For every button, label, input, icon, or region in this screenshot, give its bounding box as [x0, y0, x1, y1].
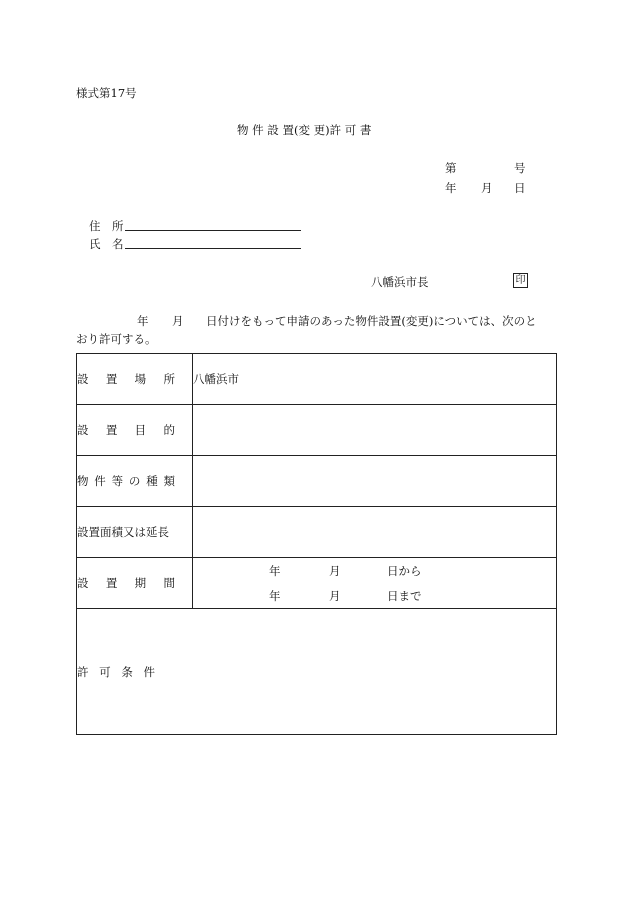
body-month: 月	[172, 314, 184, 328]
body-text-line2: おり許可する。	[76, 332, 157, 346]
period-from-month: 月	[329, 563, 341, 578]
address-line	[125, 230, 301, 231]
date-month: 月	[481, 181, 493, 195]
label-char: 種	[146, 474, 158, 488]
label-char: の	[128, 474, 141, 488]
period-to-day: 日まで	[387, 588, 422, 603]
label-char: 条	[121, 664, 133, 679]
label-char: 等	[111, 474, 124, 488]
row-label	[77, 507, 193, 558]
body-year: 年	[137, 314, 149, 328]
row-value	[193, 507, 557, 558]
conditions-cell	[77, 609, 557, 735]
form-number: 様式第17号	[76, 86, 137, 100]
period-from-day: 日から	[387, 563, 422, 578]
label-char: 置	[105, 423, 118, 437]
period-to-month: 月	[329, 588, 341, 603]
label-char: 許	[77, 664, 89, 679]
period-from	[193, 558, 556, 583]
date-day: 日	[514, 181, 526, 195]
label-char: 件	[143, 664, 155, 679]
table-row	[77, 405, 557, 456]
name-label: 氏 名	[89, 237, 124, 251]
document-title: 物 件 設 置(変 更)許 可 書	[237, 123, 372, 137]
body-text-line1: 日付けをもって申請のあった物件設置(変更)については、次のと	[206, 314, 537, 328]
row-value: 八幡浜市	[193, 354, 557, 405]
label-char: 場	[134, 372, 147, 386]
name-line	[125, 248, 301, 249]
label-char: 類	[163, 474, 175, 488]
table-row-period	[77, 558, 557, 609]
number-prefix: 第	[445, 161, 457, 175]
seal-mark: 印	[513, 273, 528, 288]
label-char: 目	[134, 423, 147, 437]
row-value	[193, 405, 557, 456]
label-char: 置	[105, 576, 118, 590]
table-row-conditions	[77, 609, 557, 735]
row-label	[77, 558, 193, 609]
row-label	[77, 456, 193, 507]
label-char: 設	[77, 372, 89, 386]
number-suffix: 号	[514, 161, 526, 175]
row-label	[77, 405, 193, 456]
period-to-year: 年	[269, 588, 281, 603]
label-char: 設	[77, 576, 89, 590]
address-label: 住 所	[89, 219, 124, 233]
period-from-year: 年	[269, 563, 281, 578]
table-row	[77, 456, 557, 507]
label-char: 所	[163, 372, 175, 386]
row-label	[77, 354, 193, 405]
label-char: 設	[77, 423, 89, 437]
label-char: 件	[94, 474, 106, 488]
label-char: 的	[163, 423, 175, 437]
permit-table	[76, 353, 557, 735]
period-to	[193, 583, 556, 608]
period-values	[193, 558, 557, 609]
label-char: 可	[99, 664, 111, 679]
label-char: 設置面積又は延長	[77, 525, 169, 539]
issuer-name: 八幡浜市長	[371, 275, 429, 289]
date-year: 年	[445, 181, 457, 195]
label-char: 期	[134, 576, 147, 590]
table-row	[77, 354, 557, 405]
label-char: 間	[163, 576, 175, 590]
label-char: 物	[77, 474, 89, 488]
table-row	[77, 507, 557, 558]
label-char: 置	[105, 372, 118, 386]
row-value	[193, 456, 557, 507]
